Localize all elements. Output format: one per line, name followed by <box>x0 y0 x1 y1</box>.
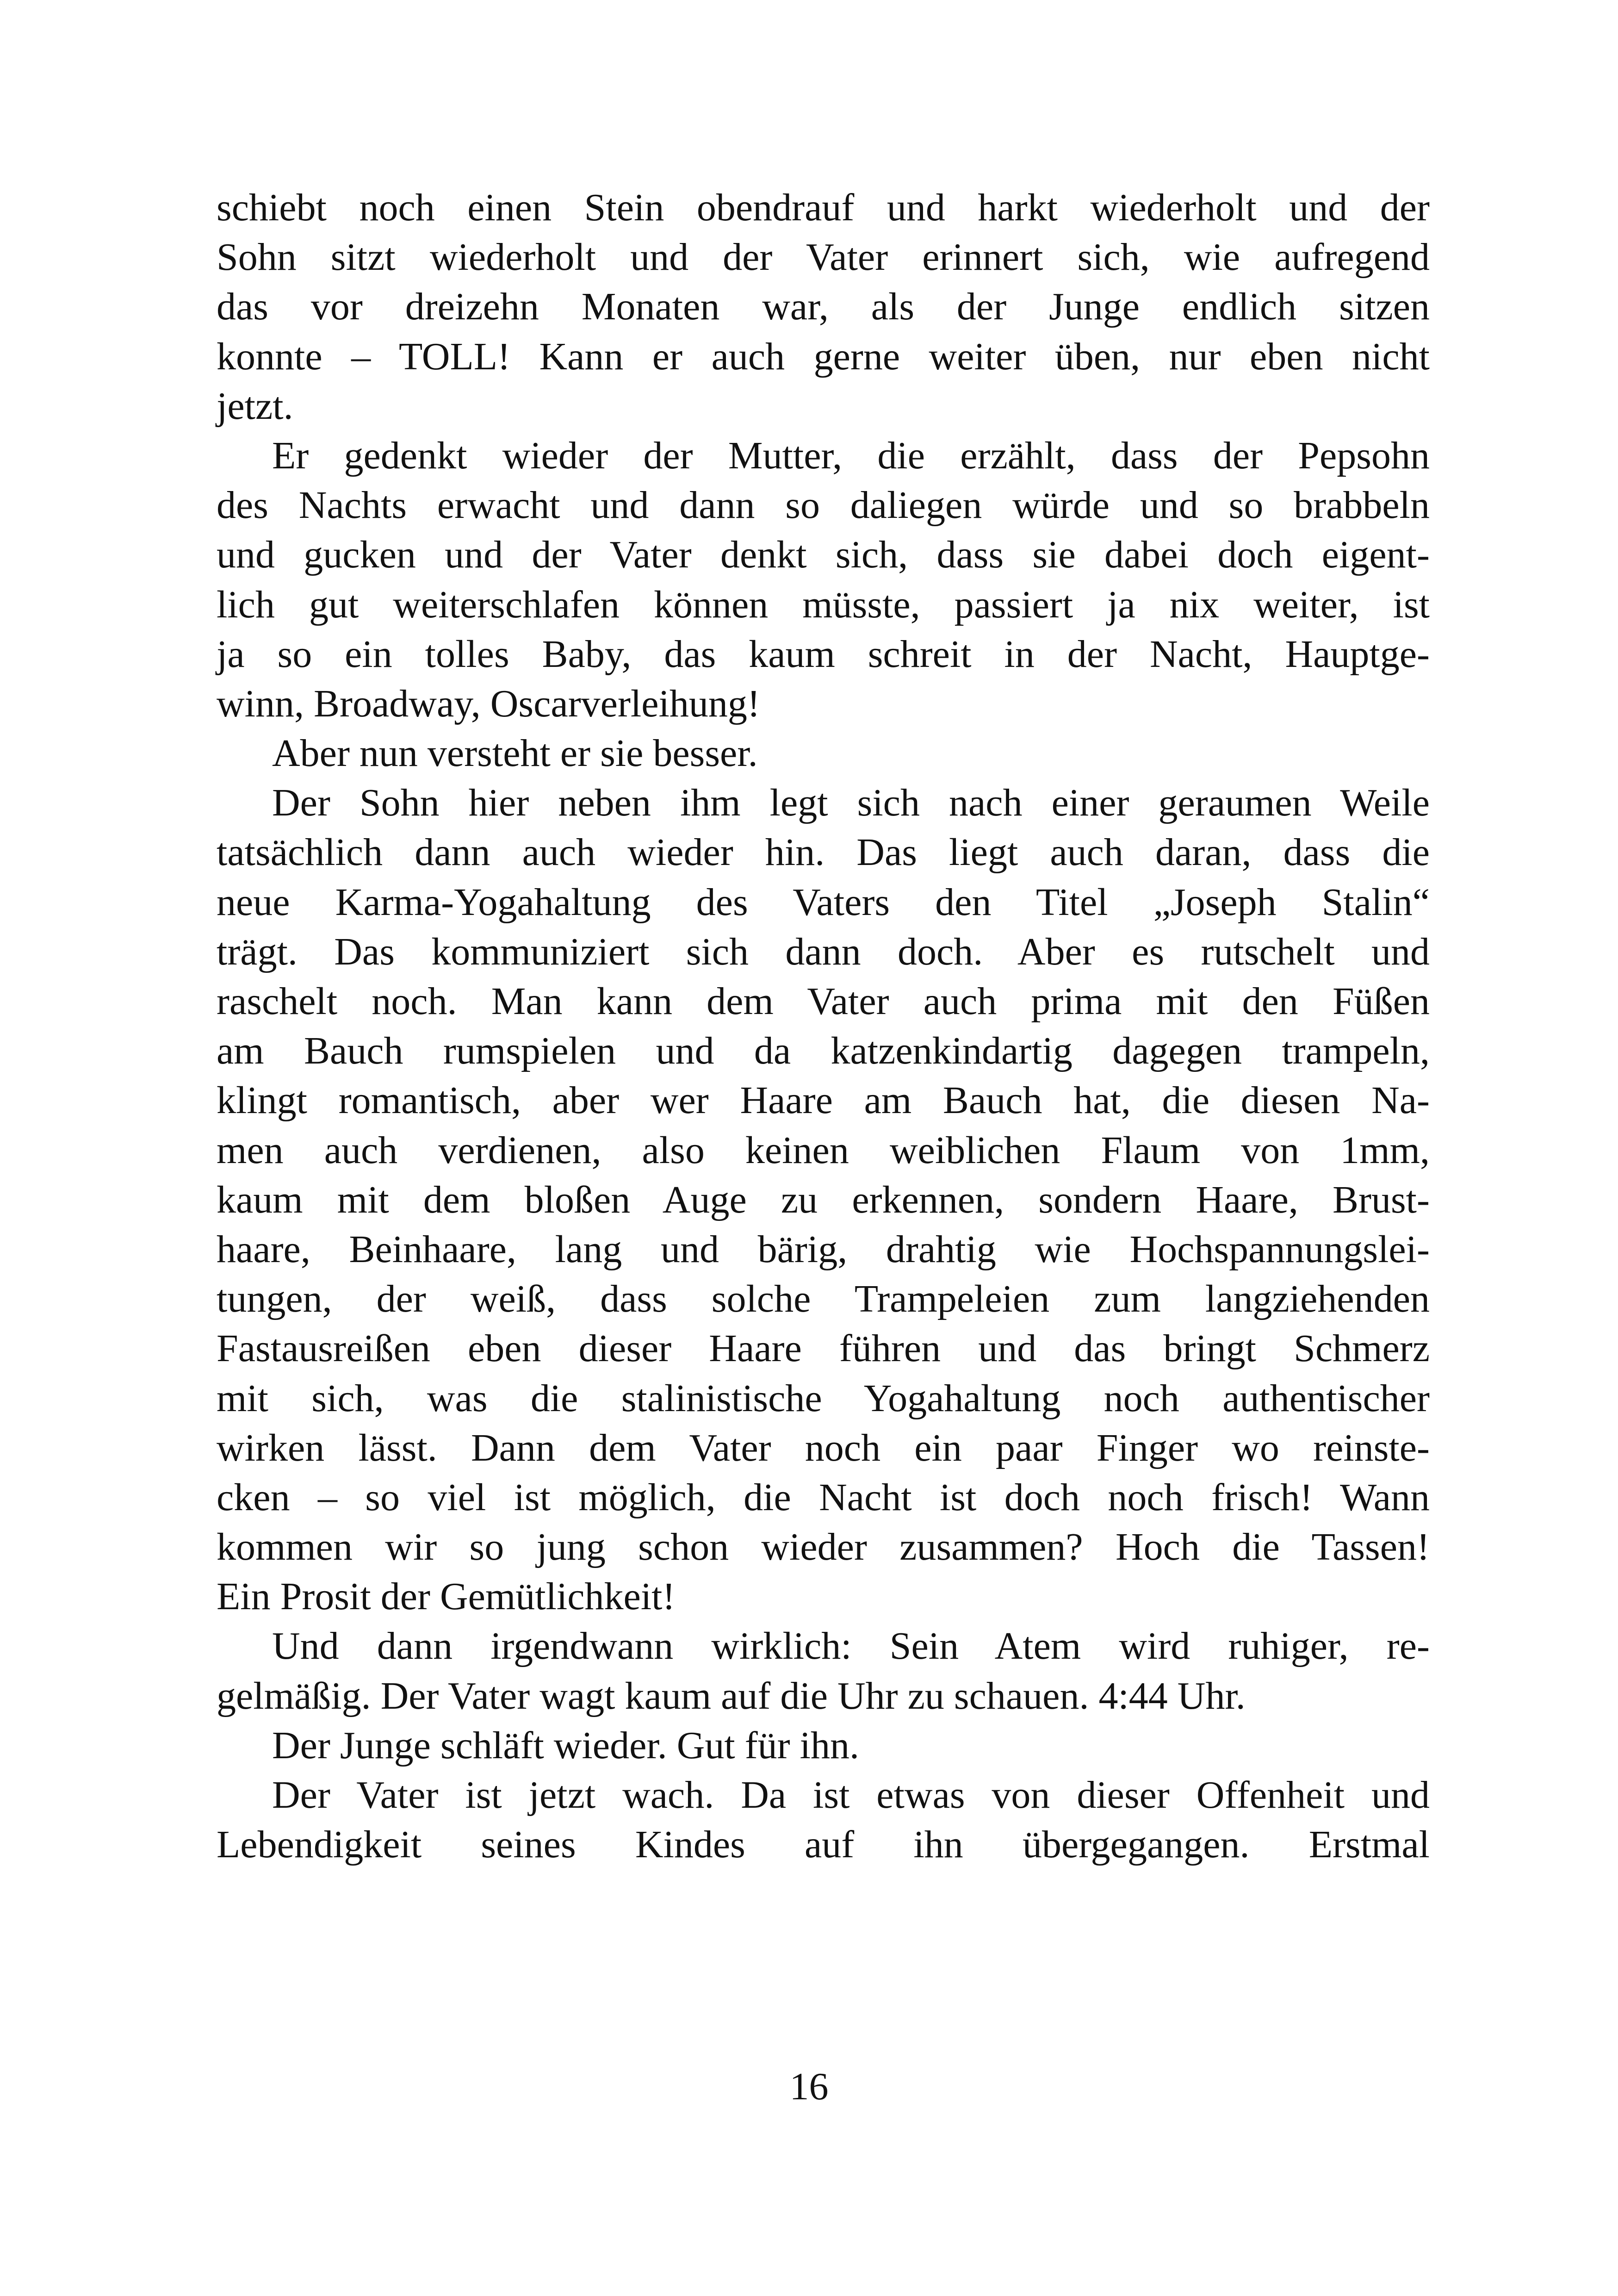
text-line: klingt romantisch, aber wer Haare am Bauch hat, die diesen Na- <box>217 1079 1430 1122</box>
text-line: haare, Beinhaare, lang und bärig, drahtig wie Hochspannungslei- <box>217 1227 1430 1271</box>
text-line: ja so ein tolles Baby, das kaum schreit in der Nacht, Hauptge- <box>217 632 1430 676</box>
text-line: Ein Prosit der Gemütlichkeit! <box>217 1575 676 1618</box>
text-line: lich gut weiterschlafen können müsste, passiert ja nix weiter, ist <box>217 583 1430 626</box>
text-line: kaum mit dem bloßen Auge zu erkennen, sondern Haare, Brust- <box>217 1178 1430 1221</box>
text-line: neue Karma-Yogahaltung des Vaters den Titel „Joseph Stalin“ <box>217 880 1430 924</box>
text-line: Und dann irgendwann wirklich: Sein Atem wird ruhiger, re- <box>272 1624 1430 1668</box>
text-line: wirken lässt. Dann dem Vater noch ein paar Finger wo reinste- <box>217 1426 1430 1469</box>
paragraph <box>217 1621 1430 1720</box>
body-text <box>217 183 1430 1869</box>
text-line: konnte – TOLL! Kann er auch gerne weiter üben, nur eben nicht <box>217 335 1430 378</box>
paragraph <box>217 431 1430 728</box>
text-line: Lebendigkeit seines Kindes auf ihn übergegangen. Erstmal <box>217 1823 1430 1867</box>
text-line: raschelt noch. Man kann dem Vater auch prima mit den Füßen <box>217 980 1430 1023</box>
paragraph <box>217 778 1430 1621</box>
text-line: cken – so viel ist möglich, die Nacht ist doch noch frisch! Wann <box>217 1475 1430 1519</box>
paragraph <box>217 728 1430 778</box>
text-line: Der Junge schläft wieder. Gut für ihn. <box>272 1724 859 1767</box>
paragraph <box>217 183 1430 431</box>
text-line: Sohn sitzt wiederholt und der Vater erinnert sich, wie aufregend <box>217 236 1430 279</box>
text-line: gelmäßig. Der Vater wagt kaum auf die Uhr zu schauen. 4:44 Uhr. <box>217 1674 1246 1717</box>
text-line: schiebt noch einen Stein obendrauf und harkt wiederholt und der <box>217 186 1430 229</box>
text-line: kommen wir so jung schon wieder zusammen? Hoch die Tassen! <box>217 1525 1430 1569</box>
text-line: des Nachts erwacht und dann so daliegen würde und so brabbeln <box>217 484 1430 527</box>
text-line: winn, Broadway, Oscarverleihung! <box>217 682 760 725</box>
text-line: am Bauch rumspielen und da katzenkindartig dagegen trampeln, <box>217 1029 1430 1073</box>
text-line: Er gedenkt wieder der Mutter, die erzählt, dass der Pepsohn <box>272 434 1430 477</box>
paragraph <box>217 1721 1430 1770</box>
text-line: Der Sohn hier neben ihm legt sich nach einer geraumen Weile <box>272 781 1430 825</box>
text-line: Aber nun versteht er sie besser. <box>272 732 758 775</box>
text-line: das vor dreizehn Monaten war, als der Junge endlich sitzen <box>217 285 1430 329</box>
text-line: und gucken und der Vater denkt sich, dass sie dabei doch eigent- <box>217 533 1430 577</box>
paragraph <box>217 1770 1430 1869</box>
text-line: trägt. Das kommuniziert sich dann doch. Aber es rutschelt und <box>217 930 1430 973</box>
text-line: Der Vater ist jetzt wach. Da ist etwas von dieser Offenheit und <box>272 1773 1430 1817</box>
text-line: jetzt. <box>217 384 293 428</box>
page-number: 16 <box>789 2065 829 2108</box>
text-line: Fastausreißen eben dieser Haare führen und das bringt Schmerz <box>217 1327 1430 1370</box>
text-line: men auch verdienen, also keinen weiblichen Flaum von 1mm, <box>217 1128 1430 1172</box>
text-line: tungen, der weiß, dass solche Trampeleien zum langziehenden <box>217 1277 1430 1321</box>
text-line: mit sich, was die stalinistische Yogahaltung noch authentischer <box>217 1376 1430 1420</box>
text-line: tatsächlich dann auch wieder hin. Das liegt auch daran, dass die <box>217 831 1430 874</box>
